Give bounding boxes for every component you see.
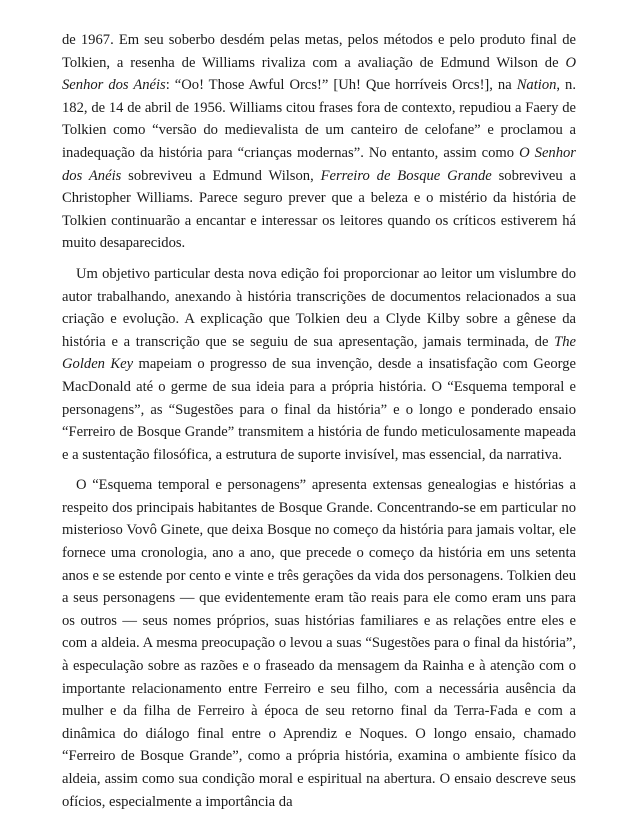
book-page (62, 29, 576, 813)
text-run: O “Esquema temporal e personagens” apresenta extensas genealogias e histórias a respeito dos principais habitantes de Bosque Grande. Concentrando-se em particular no misterioso Vovô Ginete, que deixa Bosque no começo da história para jamais voltar, ele fornece uma cronologia, ano a ano, que precede o começo da história em uns setenta anos e se estende por cento e vinte e três gerações da vida dos personagens. Tolkien deu a seus personagens — que evidentemente eram tão reais para ele como eram uns para os outros — seus nomes próprios, suas histórias familiares e as relações entre eles e com a aldeia. A mesma preocupação o levou a suas “Sugestões para o final da história”, à especulação sobre as razões e o fraseado da mensagem da Rainha e à atenção com o importante relacionamento entre Ferreiro e seu filho, com a necessária ausência da mulher e da filha de Ferreiro à época de seu retorno final da Terra-Fada e com a dinâmica do diálogo final entre o Aprendiz e Noques. O longo ensaio, chamado “Ferreiro de Bosque Grande”, como a própria história, examina o ambiente físico da aldeia, assim como sua condição moral e espiritual na abertura. O ensaio descreve seus ofícios, especialmente a importância da (62, 477, 576, 810)
paragraph-3 (62, 474, 576, 813)
paragraph-1 (62, 29, 576, 255)
text-run: Um objetivo particular desta nova edição foi proporcionar ao leitor um vislumbre do autor trabalhando, anexando à história transcrições de documentos relacionados a sua criação e evolução. A explicação que Tolkien deu a Clyde Kilby sobre a gênese da história e a transcrição que se seguiu de sua apresentação, jamais terminada, de (62, 265, 576, 350)
italic-title: Nation (516, 77, 557, 94)
paragraph-2 (62, 263, 576, 466)
italic-title: The Golden Key (62, 333, 576, 373)
text-run: : “Oo! Those Awful Orcs!” [Uh! Que horríveis Orcs!], na (165, 77, 517, 94)
text-run: sobreviveu a Edmund Wilson, (121, 167, 321, 184)
text-run: de 1967. Em seu soberbo desdém pelas metas, pelos métodos e pelo produto final de Tolkien, a resenha de Williams rivaliza com a avaliação de Edmund Wilson de (62, 32, 576, 71)
italic-title: Ferreiro de Bosque Grande (320, 167, 492, 184)
text-run: , n. 182, de 14 de abril de 1956. Williams citou frases fora de contexto, repudiou a Faery de Tolkien como “versão do medievalista de um canteiro de celofane” e proclamou a inadequação da história para “crianças modernas”. No entanto, assim como (62, 77, 576, 161)
italic-title: O Senhor dos Anéis (62, 54, 576, 94)
text-run: mapeiam o progresso de sua invenção, desde a insatisfação com George MacDonald até o germe de sua ideia para a própria história. O “Esquema temporal e personagens”, as “Sugestões para o final da história” e o longo e ponderado ensaio “Ferreiro de Bosque Grande” transmitem a história de fundo meticulosamente mapeada e a sustentação filosófica, a estrutura de suporte invisível, mas essencial, da narrativa. (62, 356, 576, 463)
text-run: sobreviveu a Christopher Williams. Parece seguro prever que a beleza e o mistério da história de Tolkien continuarão a encantar e interessar os leitores quando os críticos estiverem há muito desaparecidos. (62, 167, 576, 252)
italic-title: O Senhor dos Anéis (62, 144, 576, 184)
